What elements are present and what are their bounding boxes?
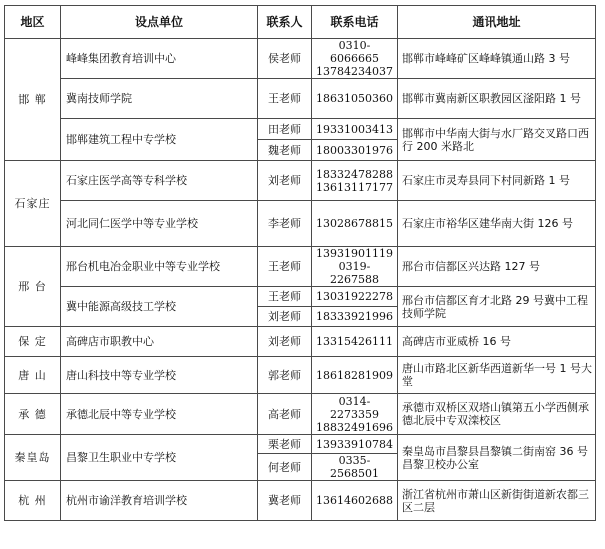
phone-number: 13315426111 xyxy=(316,335,393,348)
region-cell: 杭 州 xyxy=(5,481,61,521)
phone-cell xyxy=(312,454,398,481)
table-row xyxy=(5,327,596,357)
contact-table xyxy=(4,5,596,521)
region-cell: 唐 山 xyxy=(5,357,61,394)
region-cell: 秦皇岛 xyxy=(5,435,61,481)
table-row xyxy=(5,357,596,394)
table-row xyxy=(5,481,596,521)
address-cell: 石家庄市裕华区建华南大街 126 号 xyxy=(398,201,596,247)
phone-number: 13028678815 xyxy=(316,217,393,230)
region-cell: 承 德 xyxy=(5,394,61,435)
phone-number: 13031922278 xyxy=(316,290,393,303)
table-row xyxy=(5,394,596,435)
contact-cell: 王老师 xyxy=(258,287,312,307)
contact-cell: 侯老师 xyxy=(258,39,312,79)
table-row xyxy=(5,161,596,201)
phone-number: 0314-2273359 xyxy=(330,394,379,421)
table-header-row xyxy=(5,6,596,39)
unit-cell: 峰峰集团教育培训中心 xyxy=(61,39,258,79)
contact-cell: 栗老师 xyxy=(258,435,312,454)
phone-cell xyxy=(312,357,398,394)
phone-number: 0310-6066665 xyxy=(330,39,379,65)
address-cell: 唐山市路北区新华西道新华一号 1 号大堂 xyxy=(398,357,596,394)
phone-number: 18003301976 xyxy=(316,143,393,157)
header-unit: 设点单位 xyxy=(61,6,258,39)
region-cell: 石家庄 xyxy=(5,161,61,247)
contact-cell: 冀老师 xyxy=(258,481,312,521)
phone-number: 18618281909 xyxy=(316,368,393,382)
table-row xyxy=(5,79,596,119)
unit-cell: 冀南技师学院 xyxy=(61,79,258,119)
unit-cell: 邢台机电冶金职业中等专业学校 xyxy=(61,247,258,287)
unit-cell: 杭州市谕洋教育培训学校 xyxy=(61,481,258,521)
region-cell: 保 定 xyxy=(5,327,61,357)
header-region: 地区 xyxy=(5,6,61,39)
address-cell: 邢台市信都区育才北路 29 号冀中工程技师学院 xyxy=(398,287,596,327)
phone-number: 18333921996 xyxy=(316,310,393,323)
region-cell: 邯 郸 xyxy=(5,39,61,161)
unit-cell: 河北同仁医学中等专业学校 xyxy=(61,201,258,247)
address-cell: 承德市双桥区双塔山镇第五小学西侧承德北辰中专双滦校区 xyxy=(398,394,596,435)
phone-cell xyxy=(312,247,398,287)
contact-cell: 王老师 xyxy=(258,247,312,287)
contact-cell: 何老师 xyxy=(258,454,312,481)
phone-cell xyxy=(312,435,398,454)
contact-cell: 魏老师 xyxy=(258,140,312,161)
contact-cell: 高老师 xyxy=(258,394,312,435)
table-row xyxy=(5,435,596,454)
header-address: 通讯地址 xyxy=(398,6,596,39)
address-cell: 秦皇岛市昌黎县昌黎镇二街南窑 36 号昌黎卫校办公室 xyxy=(398,435,596,481)
phone-cell xyxy=(312,287,398,307)
phone-number: 13784234037 xyxy=(316,65,393,78)
unit-cell: 昌黎卫生职业中专学校 xyxy=(61,435,258,481)
unit-cell: 承德北辰中等专业学校 xyxy=(61,394,258,435)
phone-cell xyxy=(312,327,398,357)
unit-cell: 石家庄医学高等专科学校 xyxy=(61,161,258,201)
contact-table-wrapper xyxy=(4,5,596,521)
phone-cell xyxy=(312,394,398,435)
contact-cell: 刘老师 xyxy=(258,161,312,201)
unit-cell: 唐山科技中等专业学校 xyxy=(61,357,258,394)
phone-cell xyxy=(312,119,398,140)
phone-number: 13933910784 xyxy=(316,437,393,451)
unit-cell: 邯郸建筑工程中专学校 xyxy=(61,119,258,161)
region-cell: 邢 台 xyxy=(5,247,61,327)
header-contact: 联系人 xyxy=(258,6,312,39)
address-cell: 邯郸市冀南新区职教园区滏阳路 1 号 xyxy=(398,79,596,119)
phone-number: 0319-2267588 xyxy=(330,260,379,286)
phone-number: 19331003413 xyxy=(316,122,393,136)
phone-number: 13613117177 xyxy=(316,180,393,194)
table-row xyxy=(5,201,596,247)
unit-cell: 高碑店市职教中心 xyxy=(61,327,258,357)
phone-number: 0335-2568501 xyxy=(330,454,379,480)
phone-number: 18631050360 xyxy=(316,92,393,105)
phone-cell xyxy=(312,481,398,521)
contact-cell: 郭老师 xyxy=(258,357,312,394)
address-cell: 浙江省杭州市萧山区新街街道新农都三区二层 xyxy=(398,481,596,521)
phone-cell xyxy=(312,79,398,119)
phone-cell xyxy=(312,161,398,201)
contact-cell: 刘老师 xyxy=(258,327,312,357)
phone-number: 18332478288 xyxy=(316,167,393,181)
contact-cell: 田老师 xyxy=(258,119,312,140)
address-cell: 高碑店市亚威桥 16 号 xyxy=(398,327,596,357)
unit-cell: 冀中能源高级技工学校 xyxy=(61,287,258,327)
contact-cell: 李老师 xyxy=(258,201,312,247)
table-row xyxy=(5,287,596,307)
address-cell: 石家庄市灵寿县同下村同新路 1 号 xyxy=(398,161,596,201)
phone-cell xyxy=(312,140,398,161)
table-row xyxy=(5,119,596,140)
contact-cell: 刘老师 xyxy=(258,307,312,327)
address-cell: 邢台市信都区兴达路 127 号 xyxy=(398,247,596,287)
table-row xyxy=(5,247,596,287)
address-cell: 邯郸市峰峰矿区峰峰镇通山路 3 号 xyxy=(398,39,596,79)
phone-cell xyxy=(312,201,398,247)
table-row xyxy=(5,39,596,79)
phone-number: 13931901119 xyxy=(316,247,393,260)
phone-cell xyxy=(312,39,398,79)
phone-cell xyxy=(312,307,398,327)
phone-number: 13614602688 xyxy=(316,494,393,507)
contact-cell: 王老师 xyxy=(258,79,312,119)
phone-number: 18832491696 xyxy=(316,420,393,434)
address-cell: 邯郸市中华南大街与水厂路交叉路口西行 200 米路北 xyxy=(398,119,596,161)
header-phone: 联系电话 xyxy=(312,6,398,39)
